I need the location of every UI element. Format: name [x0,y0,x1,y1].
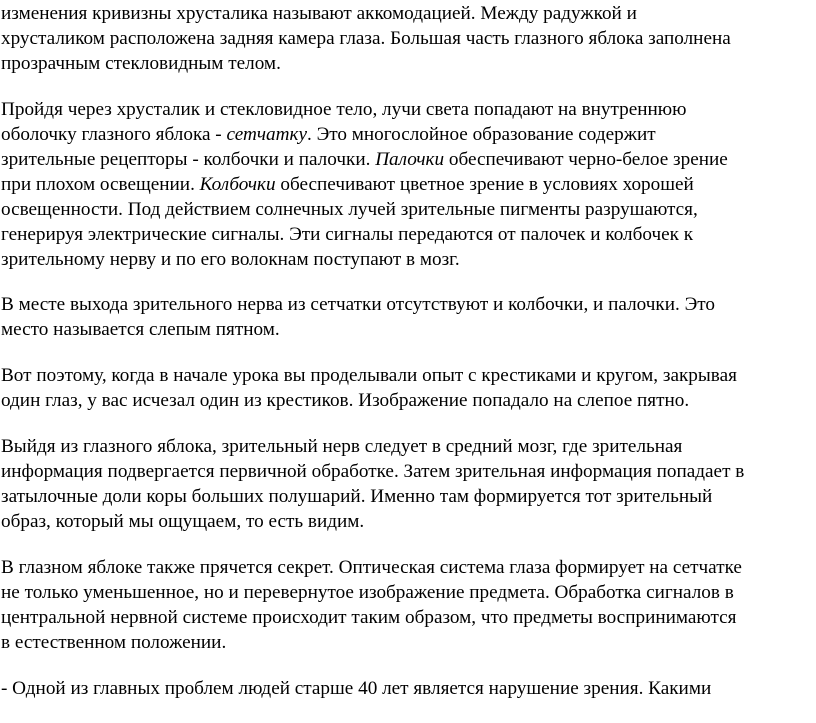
text-line: В месте выхода зрительного нерва из сетчатки отсутствуют и колбочки, и палочки. Это [1,294,715,315]
text-line: зрительному нерву и по его волокнам поступают в мозг. [1,249,460,270]
text-line: В глазном яблоке также прячется секрет. Оптическая система глаза формирует на сетчатке [1,557,742,578]
text-line: Выйдя из глазного яблока, зрительный нерв следует в средний мозг, где зрительная [1,436,683,457]
text-line [1,173,694,197]
text-line: место называется слепым пятном. [1,319,280,340]
text-line: - Одной из главных проблем людей старше 40 лет является нарушение зрения. Какими [1,678,712,699]
italic-term: Палочки [375,149,445,170]
text-line: затылочные доли коры больших полушарий. Именно там формируется тот зрительный [1,486,713,507]
text-line: не только уменьшенное, но и перевернутое изображение предмета. Обработка сигналов в [1,582,734,603]
text-line [1,148,728,172]
text-run: зрительные рецепторы - колбочки и палочки. [1,149,376,170]
text-line: центральной нервной системе происходит таким образом, что предметы воспринимаются [1,607,737,628]
italic-term: Колбочки [199,174,276,195]
text-run: при плохом освещении. [1,174,200,195]
italic-term: сетчатку [226,124,307,145]
text-run: оболочку глазного яблока - [1,124,227,145]
text-run: обеспечивают черно-белое зрение [444,149,728,170]
text-line: освещенности. Под действием солнечных лучей зрительные пигменты разрушаются, [1,199,698,220]
text-line: в естественном положении. [1,632,227,653]
text-line: хрусталиком расположена задняя камера глаза. Большая часть глазного яблока заполнена [1,28,731,49]
text-run: обеспечивают цветное зрение в условиях хорошей [275,174,694,195]
text-line [1,123,656,147]
text-line: один глаз, у вас исчезал один из крестиков. Изображение попадало на слепое пятно. [1,390,690,411]
text-line: информация подвергается первичной обработке. Затем зрительная информация попадает в [1,461,745,482]
text-line: Вот поэтому, когда в начале урока вы проделывали опыт с крестиками и кругом, закрывая [1,365,737,386]
text-run: . Это многослойное образование содержит [306,124,656,145]
text-line: прозрачным стекловидным телом. [1,53,281,74]
text-line: генерируя электрические сигналы. Эти сигналы передаются от палочек и колбочек к [1,224,694,245]
text-line: изменения кривизны хрусталика называют аккомодацией. Между радужкой и [1,3,637,24]
text-line: Пройдя через хрусталик и стекловидное тело, лучи света попадают на внутреннюю [1,99,687,120]
text-line: образ, который мы ощущаем, то есть видим. [1,511,365,532]
